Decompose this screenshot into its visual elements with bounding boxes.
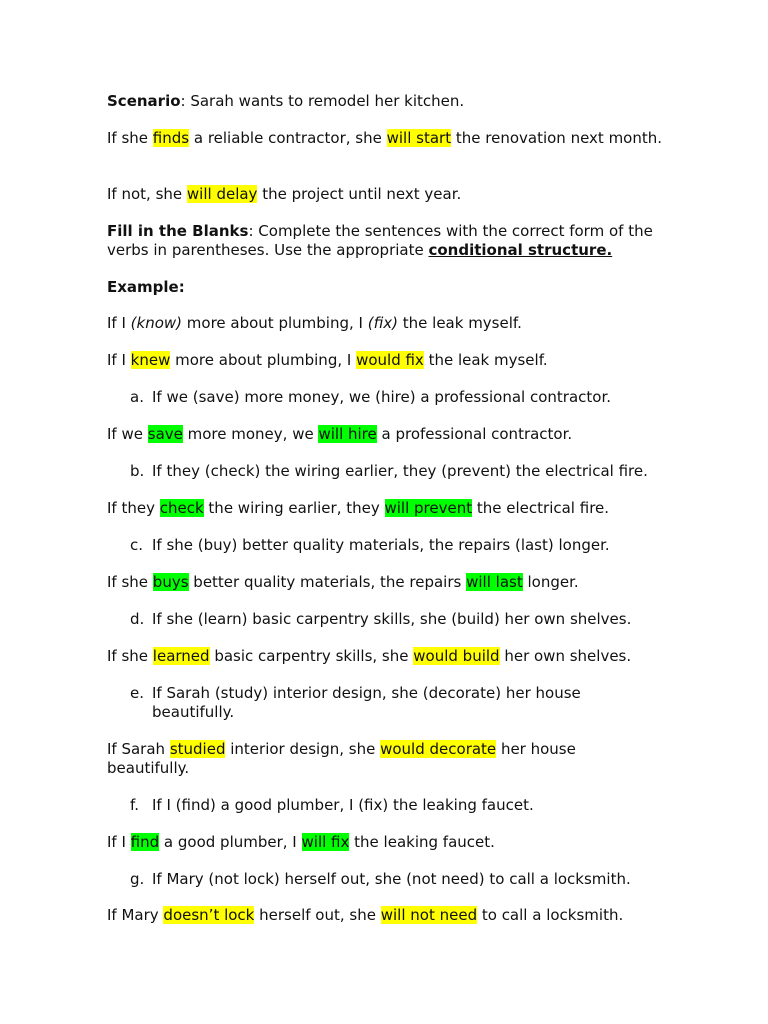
item-marker: f.	[130, 796, 139, 814]
text-segment: If I	[107, 833, 131, 851]
example-label: Example:	[107, 278, 185, 296]
exercise-item	[130, 462, 670, 481]
highlight-verb: buys	[152, 573, 189, 591]
exercise-item	[130, 536, 670, 555]
highlight-verb: will delay	[186, 185, 258, 203]
item-marker: c.	[130, 536, 144, 554]
highlight-verb: would decorate	[380, 740, 497, 758]
text-segment: a reliable contractor, she	[189, 129, 387, 147]
text-segment: If she	[107, 647, 153, 665]
highlight-verb: would fix	[356, 351, 424, 369]
scenario-sentence-1	[107, 129, 667, 148]
item-answer	[107, 425, 667, 444]
text-segment: If they	[107, 499, 160, 517]
text-segment: If I	[107, 314, 131, 332]
text-segment: If I	[107, 351, 131, 369]
text-segment: longer.	[522, 573, 579, 591]
highlight-verb: will start	[386, 129, 452, 147]
item-marker: d.	[130, 610, 145, 628]
item-prompt: If Sarah (study) interior design, she (decorate) her house beautifully.	[152, 684, 581, 721]
exercise-item	[130, 684, 670, 722]
item-prompt: If she (learn) basic carpentry skills, she (build) her own shelves.	[152, 610, 632, 628]
text-segment: a good plumber, I	[159, 833, 302, 851]
highlight-verb: will prevent	[384, 499, 473, 517]
highlight-verb: knew	[130, 351, 171, 369]
text-segment: If Sarah	[107, 740, 170, 758]
example-prompt	[107, 314, 667, 333]
item-answer	[107, 573, 667, 592]
text-segment: to call a locksmith.	[477, 906, 624, 924]
text-segment: a professional contractor.	[376, 425, 573, 443]
scenario-label: Scenario	[107, 92, 181, 110]
exercise-item	[130, 870, 670, 889]
exercise-item	[130, 388, 670, 407]
item-answer	[107, 906, 667, 925]
item-answer	[107, 833, 667, 852]
item-marker: e.	[130, 684, 144, 702]
item-answer	[107, 499, 667, 518]
item-prompt: If we (save) more money, we (hire) a professional contractor.	[152, 388, 612, 406]
text-segment: the renovation next month.	[451, 129, 663, 147]
verb-placeholder: (fix)	[367, 314, 398, 332]
exercise-item	[130, 610, 670, 629]
text-segment: the leak myself.	[398, 314, 522, 332]
exercise-item	[130, 796, 670, 815]
text-segment: If Mary	[107, 906, 164, 924]
text-segment: the wiring earlier, they	[203, 499, 385, 517]
highlight-verb: check	[159, 499, 204, 517]
item-answer	[107, 740, 587, 778]
item-marker: b.	[130, 462, 145, 480]
text-segment: the leaking faucet.	[349, 833, 495, 851]
item-answer	[107, 647, 667, 666]
text-segment: the project until next year.	[257, 185, 462, 203]
text-segment: herself out, she	[254, 906, 381, 924]
text-segment: more about plumbing, I	[170, 351, 357, 369]
item-marker: g.	[130, 870, 145, 888]
highlight-verb: studied	[169, 740, 226, 758]
text-segment: If not, she	[107, 185, 187, 203]
example-answer	[107, 351, 667, 370]
highlight-verb: save	[147, 425, 183, 443]
instructions-label: Fill in the Blanks	[107, 222, 249, 240]
text-segment: basic carpentry skills, she	[209, 647, 414, 665]
highlight-verb: will not need	[380, 906, 478, 924]
verb-placeholder: (know)	[130, 314, 183, 332]
item-prompt: If they (check) the wiring earlier, they (prevent) the electrical fire.	[152, 462, 648, 480]
scenario-sentence-2	[107, 185, 667, 204]
text-segment: the leak myself.	[423, 351, 548, 369]
highlight-verb: learned	[152, 647, 210, 665]
text-segment: her house beautifully.	[107, 740, 576, 777]
text-segment: more about plumbing, I	[182, 314, 368, 332]
item-marker: a.	[130, 388, 144, 406]
instructions-emphasis: conditional structure.	[428, 241, 613, 259]
text-segment: interior design, she	[225, 740, 381, 758]
item-prompt: If I (find) a good plumber, I (fix) the leaking faucet.	[152, 796, 534, 814]
highlight-verb: will last	[466, 573, 523, 591]
highlight-verb: finds	[152, 129, 190, 147]
text-segment: better quality materials, the repairs	[188, 573, 467, 591]
highlight-verb: will hire	[318, 425, 377, 443]
highlight-verb: will fix	[301, 833, 350, 851]
item-prompt: If she (buy) better quality materials, the repairs (last) longer.	[152, 536, 610, 554]
highlight-verb: doesn’t lock	[163, 906, 255, 924]
text-segment: If she	[107, 573, 153, 591]
text-segment: If she	[107, 129, 153, 147]
instructions	[107, 222, 667, 260]
text-segment: the electrical fire.	[472, 499, 610, 517]
instructions-text: : Complete the sentences with the correct form of the verbs in parentheses. Use the appropriate	[107, 222, 653, 259]
text-segment: If we	[107, 425, 148, 443]
text-segment: her own shelves.	[499, 647, 632, 665]
scenario-text: : Sarah wants to remodel her kitchen.	[180, 92, 465, 110]
highlight-verb: would build	[413, 647, 500, 665]
highlight-verb: find	[130, 833, 160, 851]
scenario-line	[107, 92, 667, 111]
text-segment: more money, we	[182, 425, 319, 443]
item-prompt: If Mary (not lock) herself out, she (not need) to call a locksmith.	[152, 870, 631, 888]
